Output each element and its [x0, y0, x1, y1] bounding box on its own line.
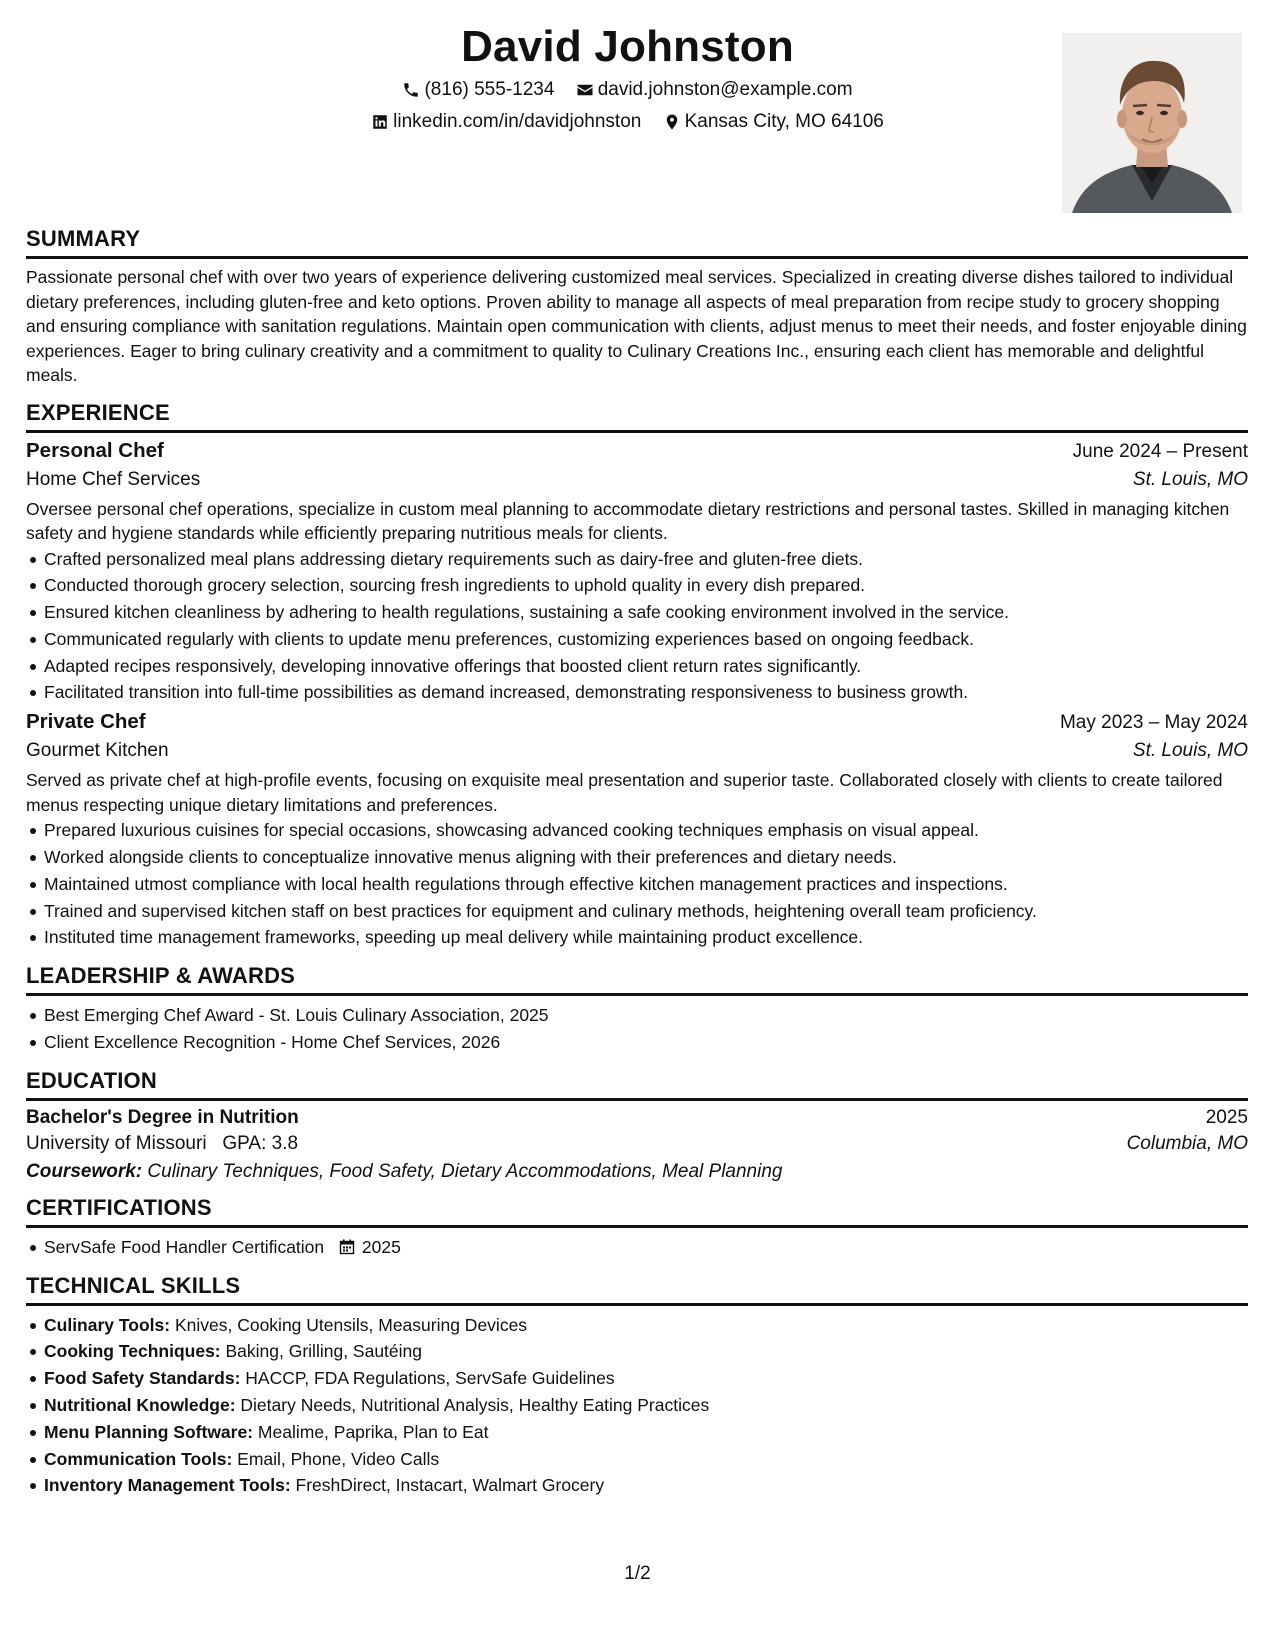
linkedin-icon — [371, 113, 389, 131]
coursework-label: Coursework: — [26, 1160, 143, 1182]
envelope-icon — [576, 81, 594, 99]
skill-label: Cooking Techniques: — [44, 1341, 221, 1362]
bullet-item: Trained and supervised kitchen staff on best practices for equipment and culinary methods, heightening overall team proficiency. — [44, 898, 1248, 925]
skill-value: Mealime, Paprika, Plan to Eat — [257, 1421, 489, 1442]
job-header — [26, 710, 1248, 734]
certification-item — [44, 1234, 1248, 1261]
skill-label: Culinary Tools: — [44, 1314, 171, 1335]
profile-photo — [1062, 33, 1242, 213]
skill-label: Menu Planning Software: — [44, 1421, 254, 1442]
resume-content — [26, 226, 1248, 1511]
email-text[interactable]: david.johnston@example.com — [597, 79, 853, 100]
education-school-line — [26, 1133, 298, 1155]
page-number: 1/2 — [624, 1563, 651, 1584]
education-gpa: GPA: 3.8 — [222, 1132, 299, 1154]
education-location: Columbia, MO — [1126, 1132, 1248, 1154]
summary-text: Passionate personal chef with over two years of experience delivering customized meal services. Specialized in creating diverse dishes tailored to individual dietary preferences, including gluten-free and keto options. Proven ability to manage all aspects of meal preparation from recipe study to grocery shopping and ensuring compliance with sanitation regulations. Maintain open communication with clients, adjust menus to meet their needs, and foster enjoyable dining experiences. Eager to bring culinary creativity and a commitment to quality to Culinary Creations Inc., ensuring each client has memorable and delightful meals. — [26, 267, 1247, 385]
section-title-education: EDUCATION — [26, 1068, 1248, 1101]
skills-list — [26, 1312, 1248, 1500]
skill-item — [44, 1446, 1248, 1473]
education-year: 2025 — [1205, 1106, 1248, 1128]
experience-section — [26, 400, 1248, 952]
bullet-item: Worked alongside clients to conceptualize innovative menus aligning with their preferences and dietary needs. — [44, 844, 1248, 871]
job-location: St. Louis, MO — [1132, 740, 1248, 762]
bullet-item: Conducted thorough grocery selection, sourcing fresh ingredients to uphold quality in every dish prepared. — [44, 572, 1248, 599]
skill-value: HACCP, FDA Regulations, ServSafe Guidelines — [245, 1368, 615, 1389]
job-location: St. Louis, MO — [1132, 468, 1248, 490]
skill-item — [44, 1392, 1248, 1419]
skills-section — [26, 1273, 1248, 1500]
skill-value: FreshDirect, Instacart, Walmart Grocery — [295, 1475, 605, 1496]
skill-label: Food Safety Standards: — [44, 1368, 241, 1389]
education-school: University of Missouri — [26, 1132, 207, 1154]
section-title-leadership: LEADERSHIP & AWARDS — [26, 963, 1248, 996]
education-subheader — [26, 1133, 1248, 1155]
bullet-item: Ensured kitchen cleanliness by adhering to health regulations, sustaining a safe cooking environment involved in the service. — [44, 599, 1248, 626]
education-coursework — [26, 1161, 1248, 1183]
linkedin-text[interactable]: linkedin.com/in/davidjohnston — [393, 111, 642, 132]
contact-linkedin — [371, 111, 641, 133]
section-title-experience: EXPERIENCE — [26, 400, 1248, 433]
skill-value: Knives, Cooking Utensils, Measuring Devices — [174, 1314, 528, 1335]
skill-item — [44, 1365, 1248, 1392]
bullet-item: Instituted time management frameworks, speeding up meal delivery while maintaining product excellence. — [44, 924, 1248, 951]
skill-label: Nutritional Knowledge: — [44, 1395, 236, 1416]
phone-text[interactable]: (816) 555-1234 — [424, 79, 555, 100]
bullet-item: Prepared luxurious cuisines for special occasions, showcasing advanced cooking techniques emphasis on visual appeal. — [44, 817, 1248, 844]
skill-item — [44, 1472, 1248, 1499]
certifications-section — [26, 1195, 1248, 1261]
skill-value: Baking, Grilling, Sautéing — [225, 1341, 422, 1362]
job-subheader — [26, 469, 1248, 491]
section-title-certifications: CERTIFICATIONS — [26, 1195, 1248, 1228]
bullet-item: Facilitated transition into full-time possibilities as demand increased, demonstrating responsiveness to business growth. — [44, 679, 1248, 706]
awards-list — [26, 1002, 1248, 1056]
job-dates: June 2024 – Present — [1072, 440, 1248, 462]
section-title-skills: TECHNICAL SKILLS — [26, 1273, 1248, 1306]
leadership-section — [26, 963, 1248, 1056]
award-item: Best Emerging Chef Award - St. Louis Culinary Association, 2025 — [44, 1002, 1248, 1029]
job-company: Gourmet Kitchen — [26, 740, 169, 762]
skill-item — [44, 1338, 1248, 1365]
skill-item — [44, 1419, 1248, 1446]
certification-year: 2025 — [361, 1236, 401, 1257]
education-header — [26, 1107, 1248, 1129]
job-entry — [26, 439, 1248, 707]
bullet-item: Maintained utmost compliance with local health regulations through effective kitchen management practices and inspections. — [44, 871, 1248, 898]
job-entry — [26, 710, 1248, 951]
job-title: Personal Chef — [26, 438, 164, 462]
skill-label: Communication Tools: — [44, 1448, 233, 1469]
job-subheader — [26, 740, 1248, 762]
section-title-summary: SUMMARY — [26, 226, 1248, 259]
job-description: Oversee personal chef operations, specialize in custom meal planning to accommodate dietary restrictions and personal tastes. Skilled in managing kitchen safety and hygiene standards while efficiently preparing nutritious meals for clients. — [26, 498, 1230, 543]
calendar-icon — [339, 1239, 355, 1255]
education-section — [26, 1068, 1248, 1183]
job-bullets — [26, 817, 1248, 951]
job-company: Home Chef Services — [26, 468, 201, 490]
candidate-name: David Johnston — [461, 22, 794, 71]
bullet-item: Crafted personalized meal plans addressing dietary requirements such as dairy-free and gluten-free diets. — [44, 546, 1248, 573]
bullet-item: Adapted recipes responsively, developing innovative offerings that boosted client return rates significantly. — [44, 653, 1248, 680]
skill-value: Email, Phone, Video Calls — [237, 1448, 440, 1469]
award-item: Client Excellence Recognition - Home Chef Services, 2026 — [44, 1029, 1248, 1056]
summary-section — [26, 226, 1248, 388]
skill-label: Inventory Management Tools: — [44, 1475, 291, 1496]
job-header — [26, 439, 1248, 463]
job-title: Private Chef — [26, 710, 146, 734]
education-degree: Bachelor's Degree in Nutrition — [26, 1106, 299, 1128]
job-dates: May 2023 – May 2024 — [1059, 712, 1248, 734]
job-description: Served as private chef at high-profile events, focusing on exquisite meal presentation and superior taste. Collaborated closely with clients to create tailored menus respecting unique dietary limitations and preferences. — [26, 770, 1223, 815]
coursework-text: Culinary Techniques, Food Safety, Dietary Accommodations, Meal Planning — [147, 1160, 783, 1182]
contact-phone — [402, 79, 554, 101]
certification-name: ServSafe Food Handler Certification — [44, 1236, 325, 1257]
bullet-item: Communicated regularly with clients to update menu preferences, customizing experiences based on ongoing feedback. — [44, 626, 1248, 653]
skill-value: Dietary Needs, Nutritional Analysis, Healthy Eating Practices — [240, 1395, 710, 1416]
location-text: Kansas City, MO 64106 — [684, 111, 884, 132]
portrait-image — [1062, 33, 1242, 213]
certifications-list — [26, 1234, 1248, 1261]
job-bullets — [26, 546, 1248, 707]
contact-email — [576, 79, 853, 101]
phone-icon — [402, 81, 420, 99]
map-pin-icon — [663, 113, 681, 131]
contact-location — [663, 111, 884, 133]
skill-item — [44, 1312, 1248, 1339]
